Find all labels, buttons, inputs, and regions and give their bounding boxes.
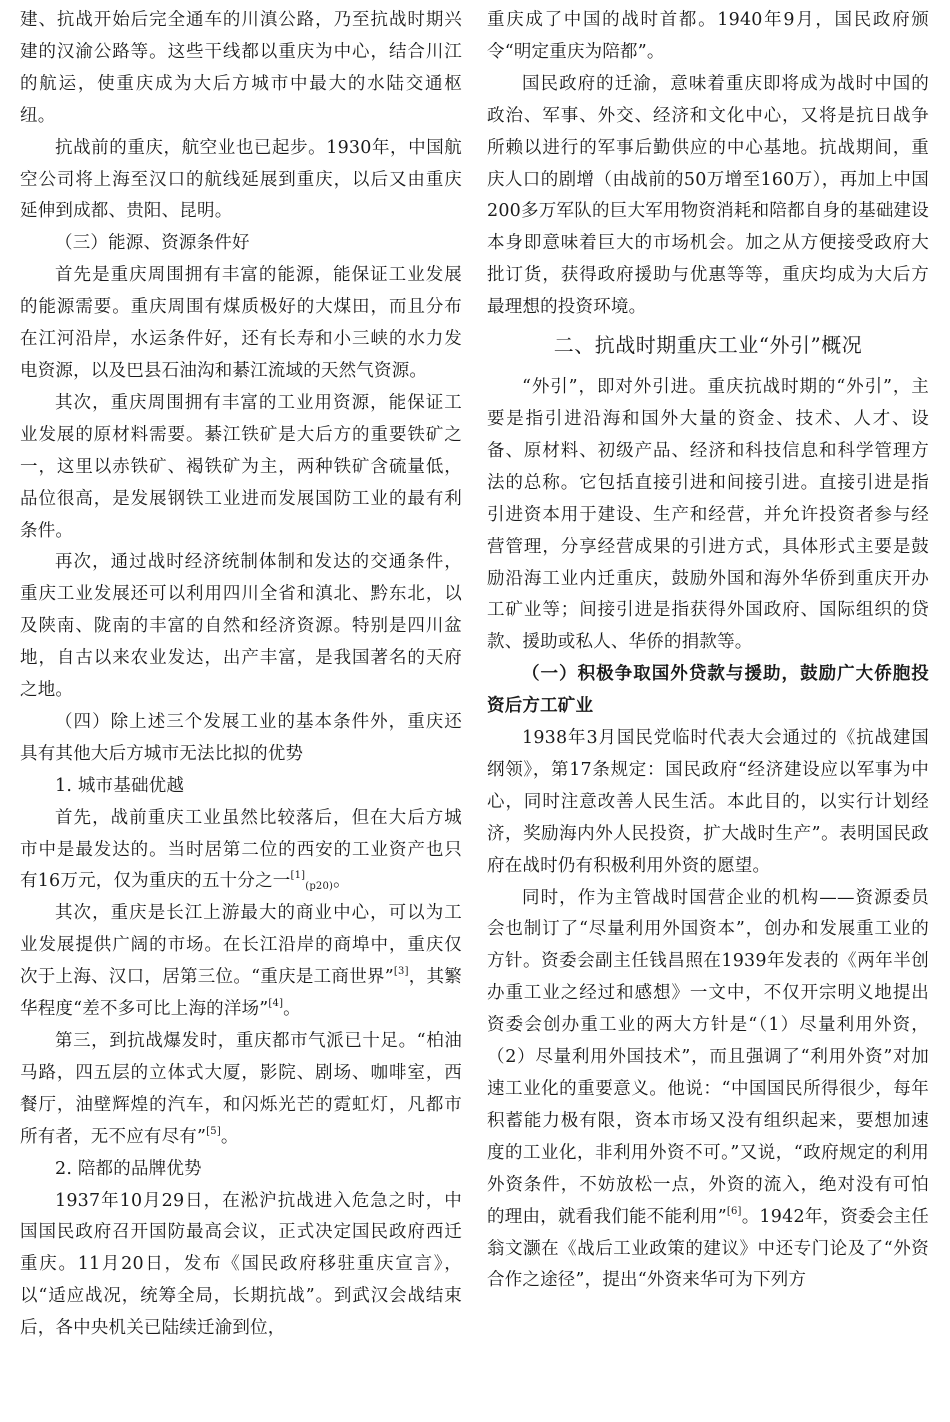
paragraph-tail: 。	[220, 1126, 239, 1147]
right-column	[487, 5, 929, 1297]
paragraph-mid: ，其繁华程度“差不多可比上海的洋场”	[20, 967, 463, 1020]
paragraph-continuation: 建、抗战开始后完全通车的川滇公路，乃至抗战时期兴建的汉渝公路等。这些干线都以重庆为中心，结合川江的航运，使重庆成为大后方城市中最大的水陆交通枢纽。	[20, 10, 462, 126]
paragraph-relocation: 1937年10月29日，在淞沪抗战进入危急之时，中国国民政府召开国防最高会议，正式决定国民政府西迁重庆。11月20日，发布《国民政府移驻重庆宣言》，以“适应战况，统筹全局，长期抗战”。到武汉会战结束后，各中央机关已陆续迁渝到位，	[20, 1190, 462, 1339]
paragraph-tail: 。	[333, 871, 351, 892]
subheading-foreign-loans: （一）积极争取国外贷款与援助，鼓励广大侨胞投资后方工矿业	[487, 664, 929, 717]
paragraph-continuation: 重庆成了中国的战时首都。1940年9月，国民政府颁令“明定重庆为陪都”。	[487, 10, 929, 62]
citation-ref: [3]	[393, 966, 409, 978]
paragraph-resources-committee	[487, 883, 929, 1298]
citation-ref: [6]	[726, 1205, 742, 1217]
paragraph-energy: 首先是重庆周围拥有丰富的能源，能保证工业发展的能源需要。重庆周围有煤质极好的大煤田，而且分布在江河沿岸，水运条件好，还有长寿和小三峡的水力发电资源，以及巴县石油沟和綦江流域的天然气资源。	[20, 265, 462, 381]
paragraph-text: 同时，作为主管战时国营企业的机构——资源委员会也制订了“尽量利用外国资本”，创办和发展重工业的方针。资委会副主任钱昌照在1939年发表的《两年半创办重工业之经过和感想》一文中，不仅开宗明义地提出资委会创办重工业的两大方针是“（1）尽量利用外资，（2）尽量利用外国技术”，而且强调了“利用外资”对加速工业化的重要意义。他说：“中国国民所得很少，每年积蓄能力极有限，资本市场又没有组织起来，要想加速度的工业化，非利用外资不可。”又说，“政府规定的利用外资条件，不妨放松一点，外资的流入，绝对没有可怕的理由，就看我们能不能利用”	[487, 887, 929, 1227]
paragraph-industrial-resources: 其次，重庆周围拥有丰富的工业用资源，能保证工业发展的原材料需要。綦江铁矿是大后方的重要铁矿之一，这里以赤铁矿、褐铁矿为主，两种铁矿含硫量低，品位很高，是发展钢铁工业进而发展国防工业的最有利条件。	[20, 392, 462, 541]
paragraph-tail: 。1942年，资委会主任翁文灏在《战后工业政策的建议》中还专门论及了“外资合作之途径”，提出“外资来华可为下列方	[487, 1206, 930, 1291]
paragraph-external-introduction: “外引”，即对外引进。重庆抗战时期的“外引”，主要是指引进沿海和国外大量的资金、技术、人才、设备、原材料、初级产品、经济和科技信息和科学管理方法的总称。它包括直接引进和间接引进。直接引进是指引进资本用于建设、生产和经营，并允许投资者参与经营管理，分享经营成果的引进方式，具体形式主要是鼓励沿海工业内迁重庆，鼓励外国和海外华侨到重庆开办工矿业等；间接引进是指获得外国政府、国际组织的贷款、援助或私人、华侨的捐款等。	[487, 377, 929, 653]
paragraph-investment-environment: 国民政府的迁渝，意味着重庆即将成为战时中国的政治、军事、外交、经济和文化中心，又将是抗日战争所赖以进行的军事后勤供应的中心基地。抗战期间，重庆人口的剧增（由战前的50万增至160万），再加上中国200多万军队的巨大军用物资消耗和陪都自身的基础建设本身即意味着巨大的市场机会。加之从方便接受政府大批订货，获得政府援助与优惠等等，重庆均成为大后方最理想的投资环境。	[487, 73, 929, 318]
paragraph-commerce-center	[20, 898, 462, 1026]
section-heading: 二、抗战时期重庆工业“外引”概况	[553, 333, 863, 358]
citation-ref: [1]	[290, 870, 306, 882]
subheading-city-foundation: 1. 城市基础优越	[55, 775, 185, 796]
citation-page: (p20)	[305, 881, 334, 893]
paragraph-transport-resources: 再次，通过战时经济统制体制和发达的交通条件，重庆工业发展还可以利用四川全省和滇北、黔东北，以及陕南、陇南的丰富的自然和经济资源。特别是四川盆地，自古以来农业发达，出产丰富，是我国著名的天府之地。	[20, 552, 462, 701]
paragraph-industry-base	[20, 803, 462, 899]
citation-ref: [4]	[268, 998, 284, 1010]
paragraph-text: 第三，到抗战爆发时，重庆都市气派已十足。“柏油马路，四五层的立体式大厦，影院、剧场、咖啡室，西餐厅，油壁辉煌的汽车，和闪烁光芒的霓虹灯，凡都市所有者，无不应有尽有”	[20, 1031, 462, 1147]
citation-ref: [5]	[206, 1125, 221, 1137]
paragraph-text: 首先，战前重庆工业虽然比较落后，但在大后方城市中是最发达的。当时居第二位的西安的工业资产也只有16万元，仅为重庆的五十分之一	[20, 807, 462, 892]
paragraph-urban-style	[20, 1026, 462, 1154]
subheading-energy-resources: （三）能源、资源条件好	[55, 233, 250, 254]
paragraph-aviation: 抗战前的重庆，航空业也已起步。1930年，中国航空公司将上海至汉口的航线延展到重庆，以后又由重庆延伸到成都、贵阳、昆明。	[20, 137, 462, 222]
paragraph-text: 其次，重庆是长江上游最大的商业中心，可以为工业发展提供广阔的市场。在长江沿岸的商埠中，重庆仅次于上海、汉口，居第三位。“重庆是工商世界”	[20, 903, 462, 988]
paragraph-program: 1938年3月国民党临时代表大会通过的《抗战建国纲领》，第17条规定：国民政府“经济建设应以军事为中心，同时注意改善人民生活。本此目的，以实行计划经济，奖励海内外人民投资，扩大战时生产”。表明国民政府在战时仍有积极利用外资的愿望。	[487, 728, 929, 876]
subheading-other-advantages: （四）除上述三个发展工业的基本条件外，重庆还具有其他大后方城市无法比拟的优势	[20, 711, 462, 764]
paragraph-tail: 。	[283, 999, 301, 1020]
left-column	[20, 5, 462, 1345]
subheading-capital-brand: 2. 陪都的品牌优势	[55, 1158, 202, 1179]
